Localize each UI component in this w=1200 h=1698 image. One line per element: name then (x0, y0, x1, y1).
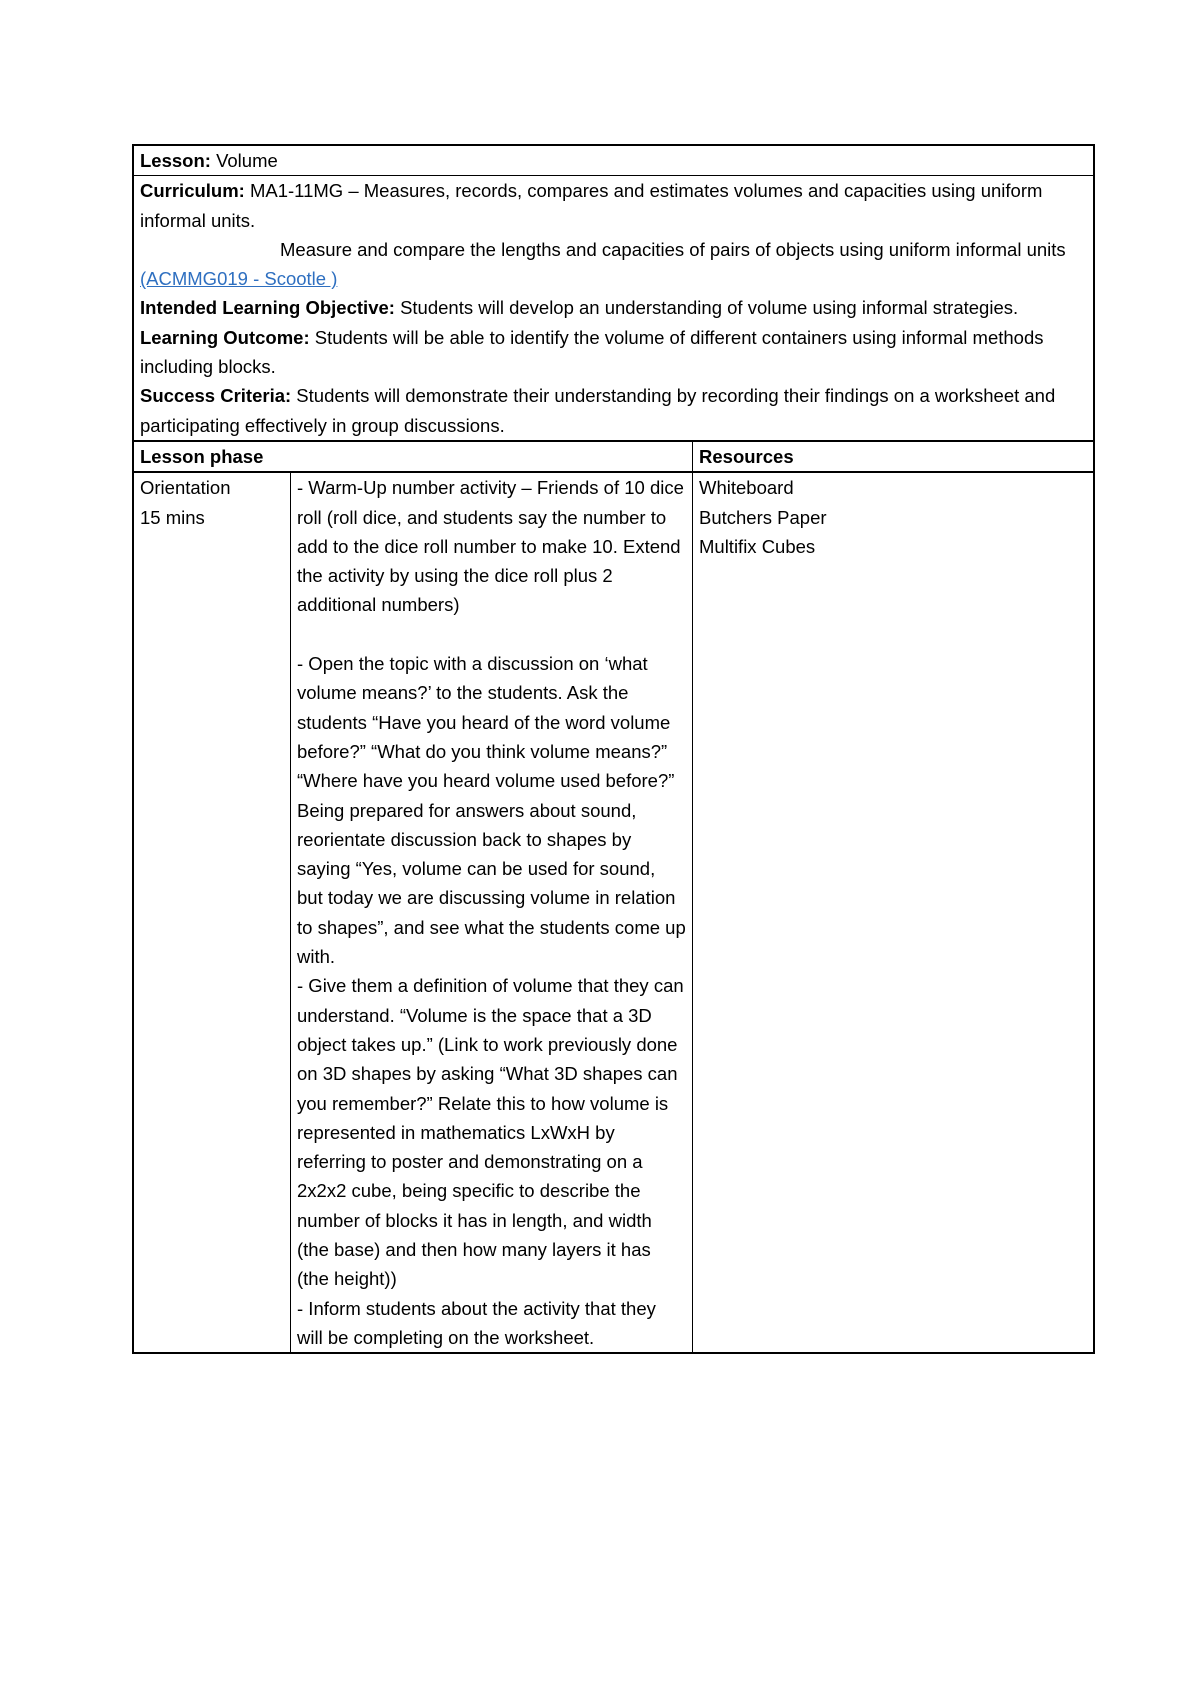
criteria-label: Success Criteria: (140, 385, 292, 407)
lesson-row (134, 146, 1093, 176)
outcome-block (140, 323, 1087, 382)
curriculum-sub-text: Measure and compare the lengths and capacities of pairs of objects using uniform informal units (280, 238, 1066, 260)
activity-warmup: - Warm-Up number activity – Friends of 10 dice roll (roll dice, and students say the number to add to the dice roll number to make 10. Extend the activity by using the dice roll plus 2 additional numbers) (297, 477, 684, 616)
activity-inform: - Inform students about the activity that they will be completing on the worksheet. (297, 1297, 656, 1348)
activity-cell (291, 473, 693, 1352)
paragraph-gap (297, 620, 686, 649)
phase-name: Orientation (140, 477, 231, 499)
lesson-plan-table (132, 144, 1095, 1354)
phase-cell (134, 473, 291, 1352)
criteria-text: Students will demonstrate their understanding by recording their findings on a worksheet and participating effectively in group discussions. (140, 385, 1056, 436)
objective-label: Intended Learning Objective: (140, 297, 395, 319)
curriculum-label: Curriculum: (140, 180, 245, 202)
lesson-label: Lesson: (140, 150, 211, 171)
outcome-label: Learning Outcome: (140, 326, 310, 348)
resource-item: Butchers Paper (699, 506, 827, 528)
phase-table (134, 442, 1093, 1352)
resources-cell (693, 473, 1093, 1352)
resource-item: Multifix Cubes (699, 535, 816, 557)
phase-duration: 15 mins (140, 506, 205, 528)
curriculum-block (140, 176, 1087, 235)
resources-header: Resources (693, 442, 1093, 473)
curriculum-link[interactable]: (ACMMG019 - Scootle ) (140, 268, 338, 290)
resource-item: Whiteboard (699, 477, 794, 499)
criteria-block (140, 381, 1087, 440)
activity-definition: - Give them a definition of volume that they can understand. “Volume is the space that a 3D object takes up.” (Link to work previously done on 3D shapes by asking “What 3D shapes can you remember?” Relate this to how volume is represented in mathematics LxWxH by referring to poster and demonstrating on a 2x2x2 cube, being specific to describe the number of blocks it has in length, and width (the base) and then how many layers it has (the height)) (297, 975, 684, 1290)
lesson-phase-header: Lesson phase (134, 442, 693, 473)
curriculum-text: MA1-11MG – Measures, records, compares and estimates volumes and capacities using uniform informal units. (140, 180, 1043, 231)
objective-text: Students will develop an understanding of volume using informal strategies. (394, 297, 1019, 319)
curriculum-sub-block (140, 235, 1087, 294)
lesson-details-cell (134, 176, 1093, 442)
activity-discussion: - Open the topic with a discussion on ‘what volume means?’ to the students. Ask the students “Have you heard of the word volume before?” “What do you think volume means?” “Where have you heard volume used before?” Being prepared for answers about sound, reorientate discussion back to shapes by saying “Yes, volume can be used for sound, but today we are discussing volume in relation to shapes”, and see what the students come up with. (297, 653, 686, 968)
lesson-title: Volume (210, 150, 278, 171)
outcome-text: Students will be able to identify the volume of different containers using informal methods including blocks. (140, 326, 1044, 378)
objective-block (140, 293, 1087, 322)
